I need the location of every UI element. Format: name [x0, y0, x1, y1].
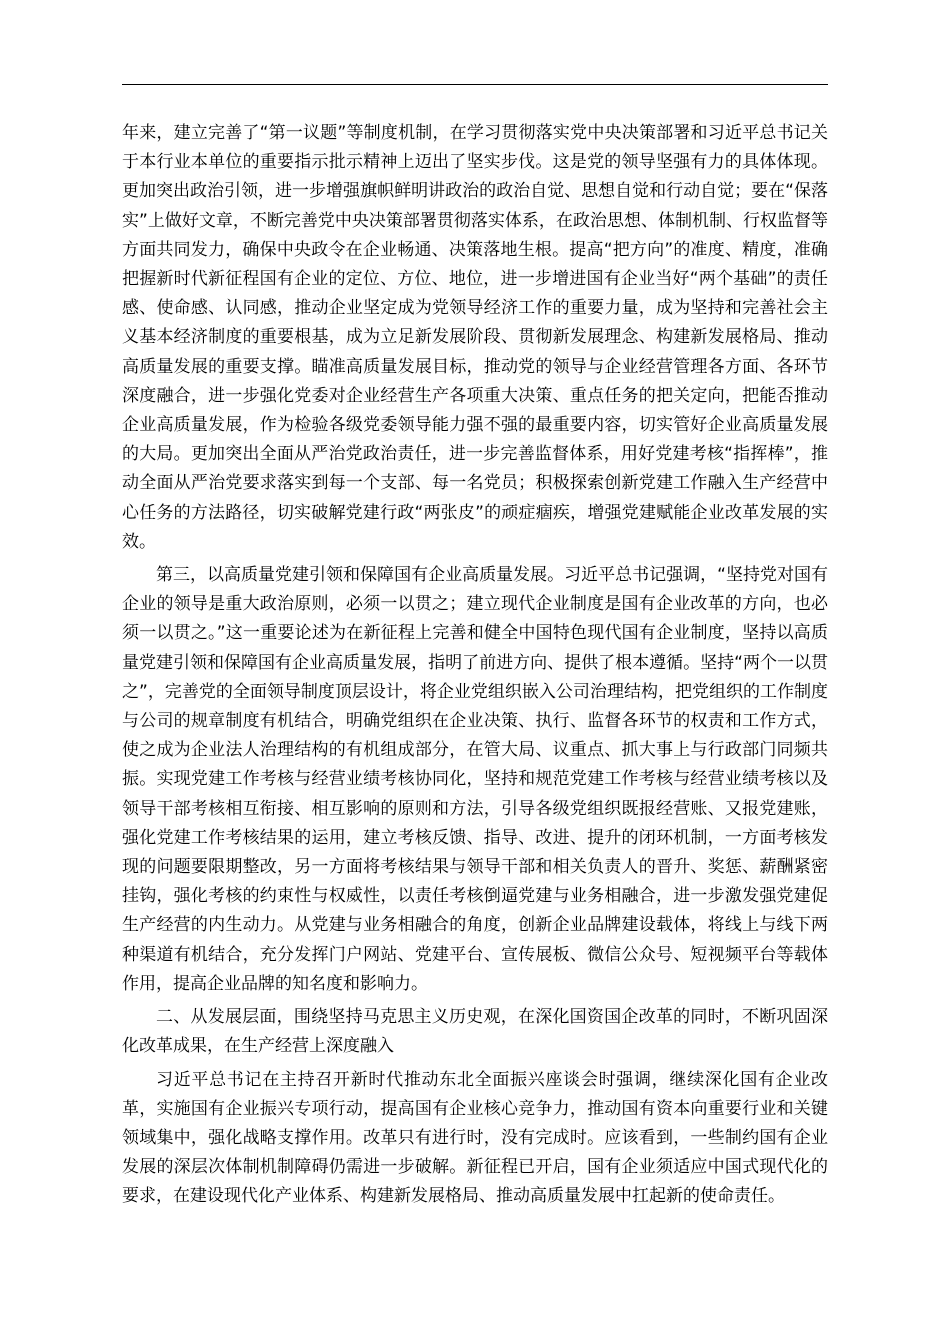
section-heading-development: 二、从发展层面，围绕坚持马克思主义历史观，在深化国资国企改革的同时，不断巩固深化改革成果，在生产经营上深度融入 — [122, 1007, 828, 1057]
paragraph-reform: 习近平总书记在主持召开新时代推动东北全面振兴座谈会时强调，继续深化国有企业改革，实施国有企业振兴专项行动，提高国有企业核心竞争力，推动国有资本向重要行业和关键领域集中，强化战略支撑作用。改革只有进行时，没有完成时。应该看到，一些制约国有企业发展的深层次体制机制障碍仍需进一步破解。新征程已开启，国有企业须适应中国式现代化的要求，在建设现代化产业体系、构建新发展格局、推动高质量发展中扛起新的使命责任。 — [122, 1069, 828, 1207]
header-divider — [122, 84, 828, 85]
paragraph-continuation: 年来，建立完善了“第一议题”等制度机制，在学习贯彻落实党中央决策部署和习近平总书记关于本行业本单位的重要指示批示精神上迈出了坚实步伐。这是党的领导坚强有力的具体体现。更加突出政治引领，进一步增强旗帜鲜明讲政治的政治自觉、思想自觉和行动自觉；要在“保落实”上做好文章，不断完善党中央决策部署贯彻落实体系，在政治思想、体制机制、行权监督等方面共同发力，确保中央政令在企业畅通、决策落地生根。提高“把方向”的准度、精度，准确把握新时代新征程国有企业的定位、方位、地位，进一步增进国有企业当好“两个基础”的责任感、使命感、认同感，推动企业坚定成为党领导经济工作的重要力量，成为坚持和完善社会主义基本经济制度的重要根基，成为立足新发展阶段、贯彻新发展理念、构建新发展格局、推动高质量发展的重要支撑。瞄准高质量发展目标，推动党的领导与企业经营管理各方面、各环节深度融合，进一步强化党委对企业经营生产各项重大决策、重点任务的把关定向，把能否推动企业高质量发展，作为检验各级党委领导能力强不强的最重要内容，切实管好企业高质量发展的大局。更加突出全面从严治党政治责任，进一步完善监督体系，用好党建考核“指挥棒”，推动全面从严治党要求落实到每一个支部、每一名党员；积极探索创新党建工作融入生产经营中心任务的方法路径，切实破解党建行政“两张皮”的顽症痼疾，增强党建赋能企业改革发展的实效。 — [122, 123, 828, 552]
paragraph-third-point: 第三，以高质量党建引领和保障国有企业高质量发展。习近平总书记强调，“坚持党对国有企业的领导是重大政治原则，必须一以贯之；建立现代企业制度是国有企业改革的方向，也必须一以贯之。”这一重要论述为在新征程上完善和健全中国特色现代国有企业制度，坚持以高质量党建引领和保障国有企业高质量发展，指明了前进方向、提供了根本遵循。坚持“两个一以贯之”，完善党的全面领导制度顶层设计，将企业党组织嵌入公司治理结构，把党组织的工作制度与公司的规章制度有机结合，明确党组织在企业决策、执行、监督各环节的权责和工作方式，使之成为企业法人治理结构的有机组成部分，在管大局、议重点、抓大事上与行政部门同频共振。实现党建工作考核与经营业绩考核协同化，坚持和规范党建工作考核与经营业绩考核以及领导干部考核相互衔接、相互影响的原则和方法，引导各级党组织既报经营账、又报党建账，强化党建工作考核结果的运用，建立考核反馈、指导、改进、提升的闭环机制，一方面考核发现的问题要限期整改，另一方面将考核结果与领导干部和相关负责人的晋升、奖惩、薪酬紧密挂钩，强化考核的约束性与权威性，以责任考核倒逼党建与业务相融合，进一步激发强党建促生产经营的内生动力。从党建与业务相融合的角度，创新企业品牌建设载体，将线上与线下两种渠道有机结合，充分发挥门户网站、党建平台、宣传展板、微信公众号、短视频平台等载体作用，提高企业品牌的知名度和影响力。 — [122, 565, 828, 994]
document-body — [122, 119, 828, 1216]
